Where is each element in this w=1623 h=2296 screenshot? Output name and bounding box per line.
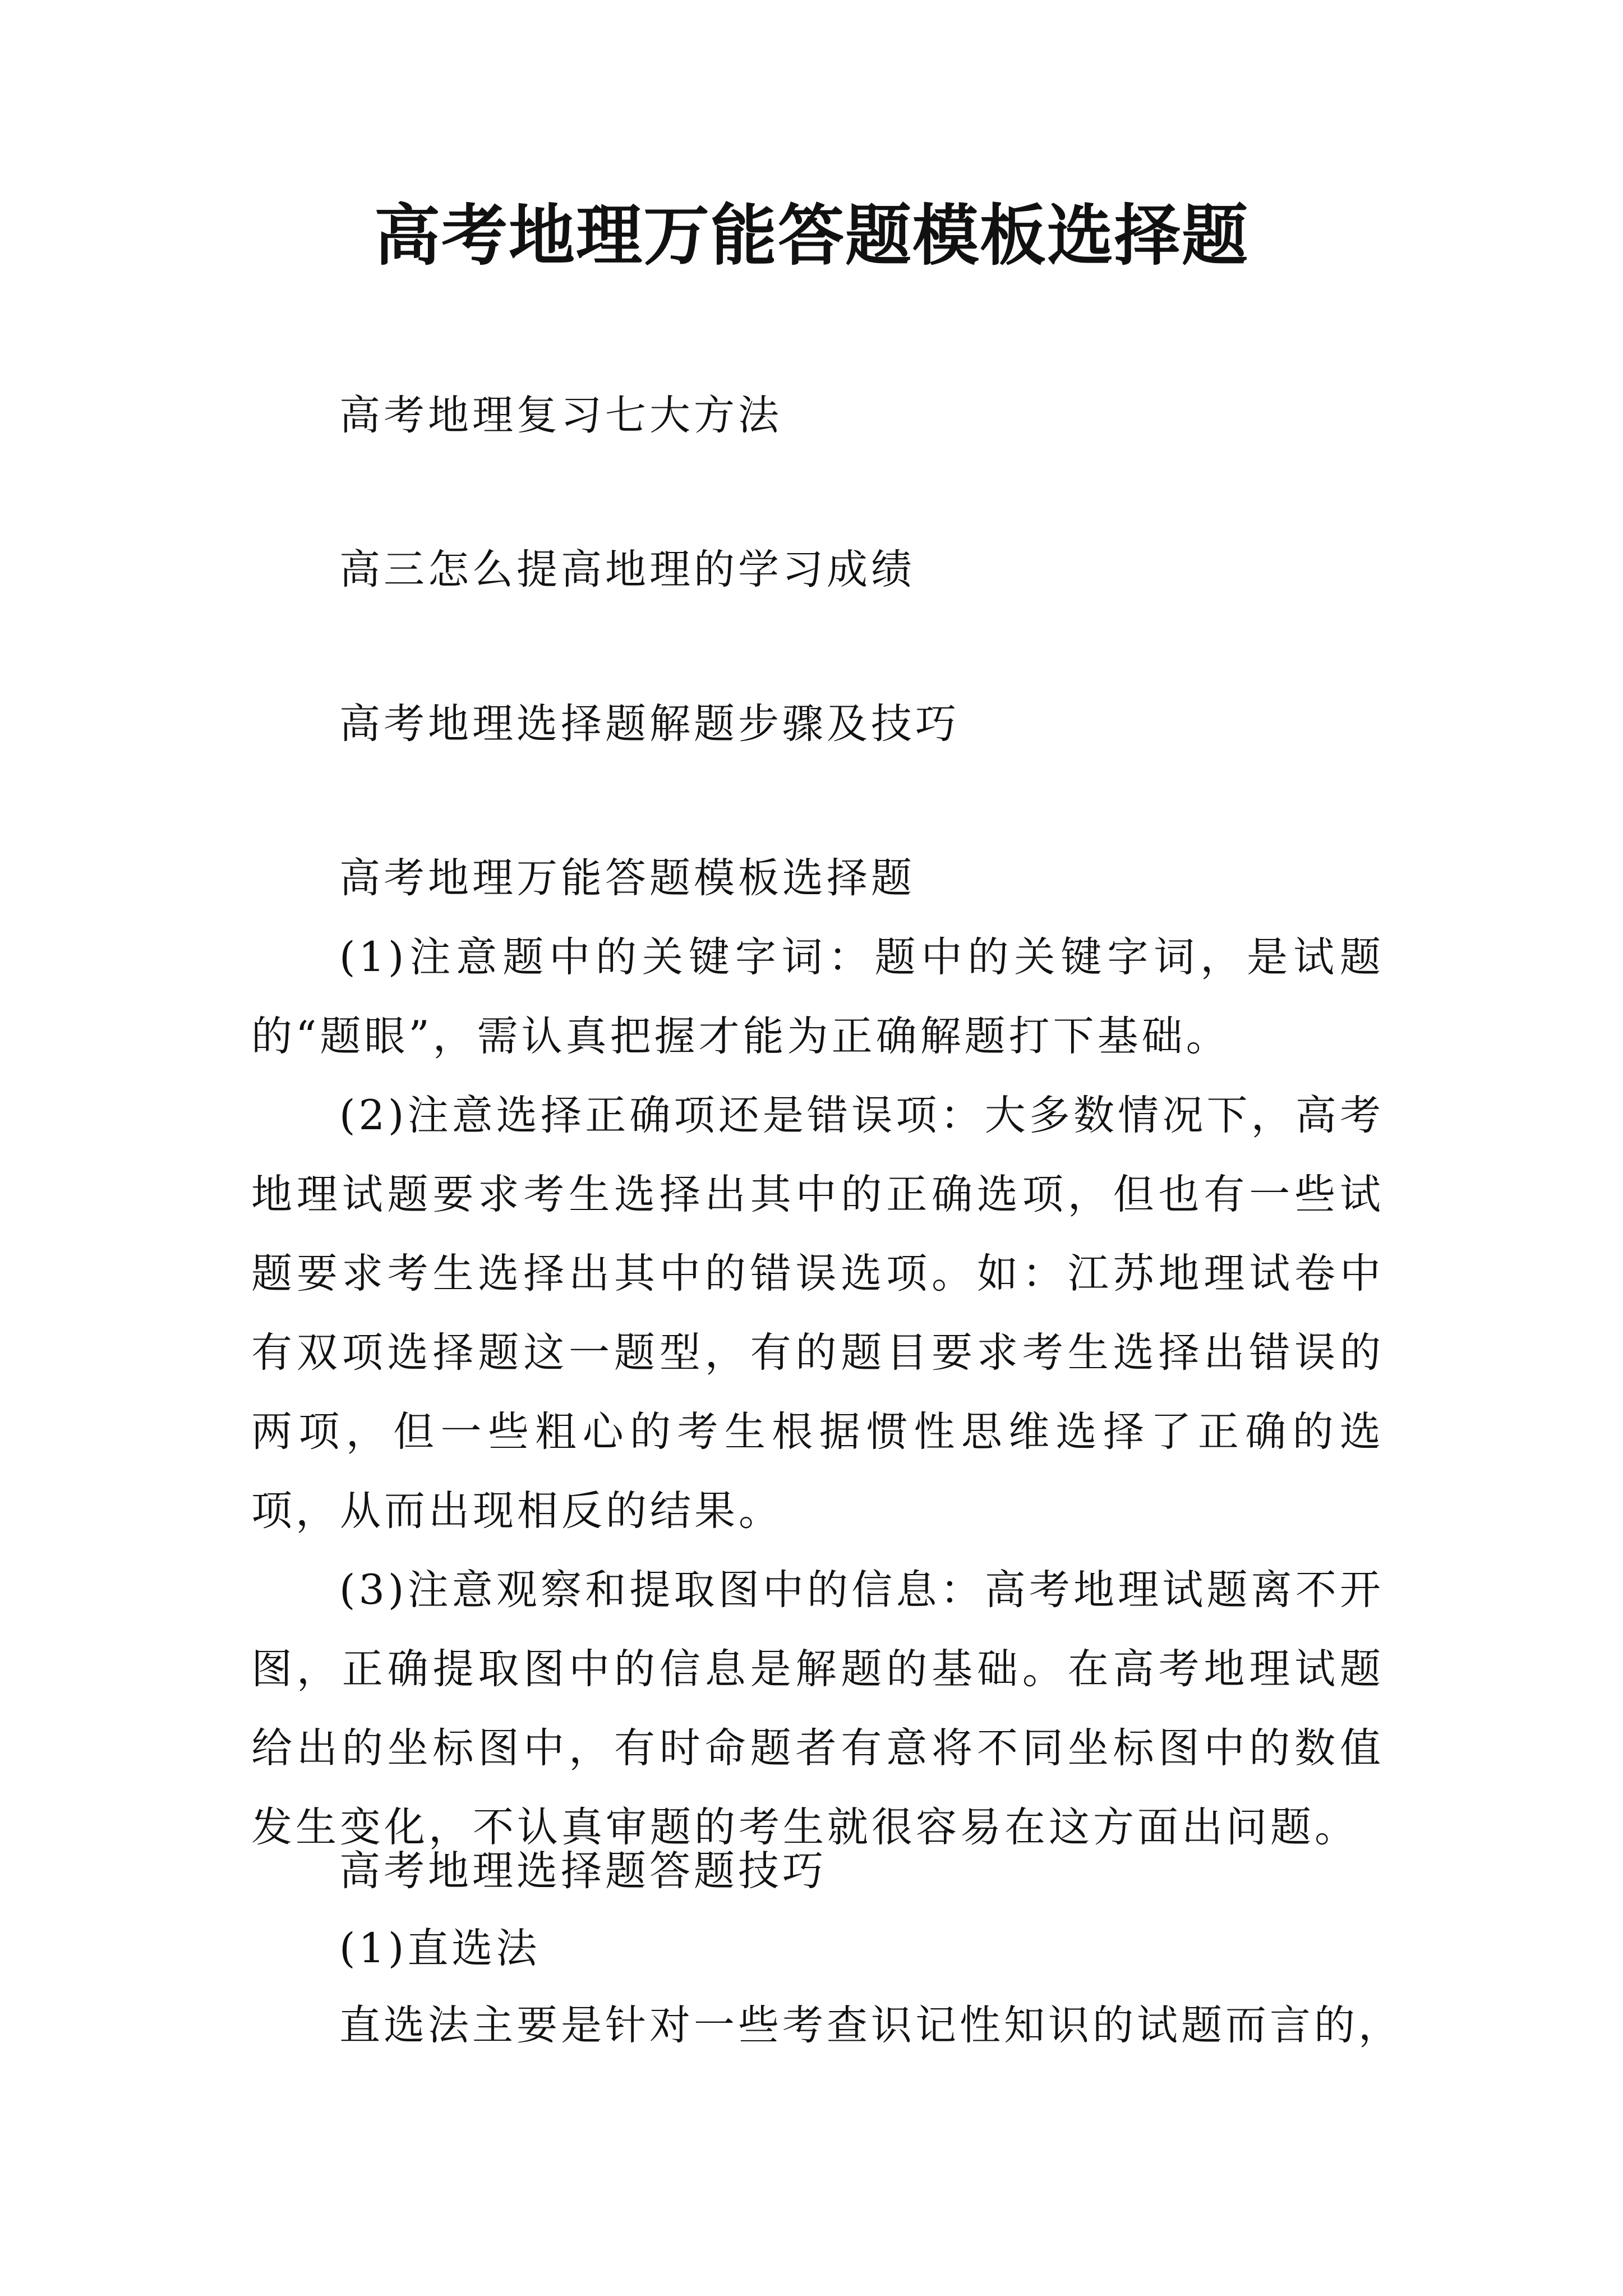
section-title: 高考地理万能答题模板选择题 [339,854,915,902]
paragraph-chart-info: (3)注意观察和提取图中的信息：高考地理试题离不开图，正确提取图中的信息是解题的基础。在高考地理试题给出的坐标图中，有时命题者有意将不同坐标图中的数值发生变化，不认真审题的考生就很容易在这方面出问题。 [251,1566,1384,1851]
method-description: 直选法主要是针对一些考查识记性知识的试题而言的， [339,2001,1403,2049]
related-link-review-methods[interactable]: 高考地理复习七大方法 [339,392,782,439]
page-title: 高考地理万能答题模板选择题 [374,196,1249,274]
article-body [251,918,1384,1867]
tips-title: 高考地理选择题答题技巧 [339,1847,827,1895]
paragraph-keywords: (1)注意题中的关键字词：题中的关键字词，是试题的“题眼”，需认真把握才能为正确解题打下基础。 [251,933,1384,1060]
related-link-improve-grades[interactable]: 高三怎么提高地理的学习成绩 [339,546,915,593]
paragraph-correct-or-wrong: (2)注意选择正确项还是错误项：大多数情况下，高考地理试题要求考生选择出其中的正确选项，但也有一些试题要求考生选择出其中的错误选项。如：江苏地理试卷中有双项选择题这一题型，有的题目要求考生选择出错误的两项，但一些粗心的考生根据惯性思维选择了正确的选项，从而出现相反的结果。 [251,1092,1384,1535]
related-link-solving-steps[interactable]: 高考地理选择题解题步骤及技巧 [339,700,960,748]
method-title: (1)直选法 [339,1925,541,1972]
